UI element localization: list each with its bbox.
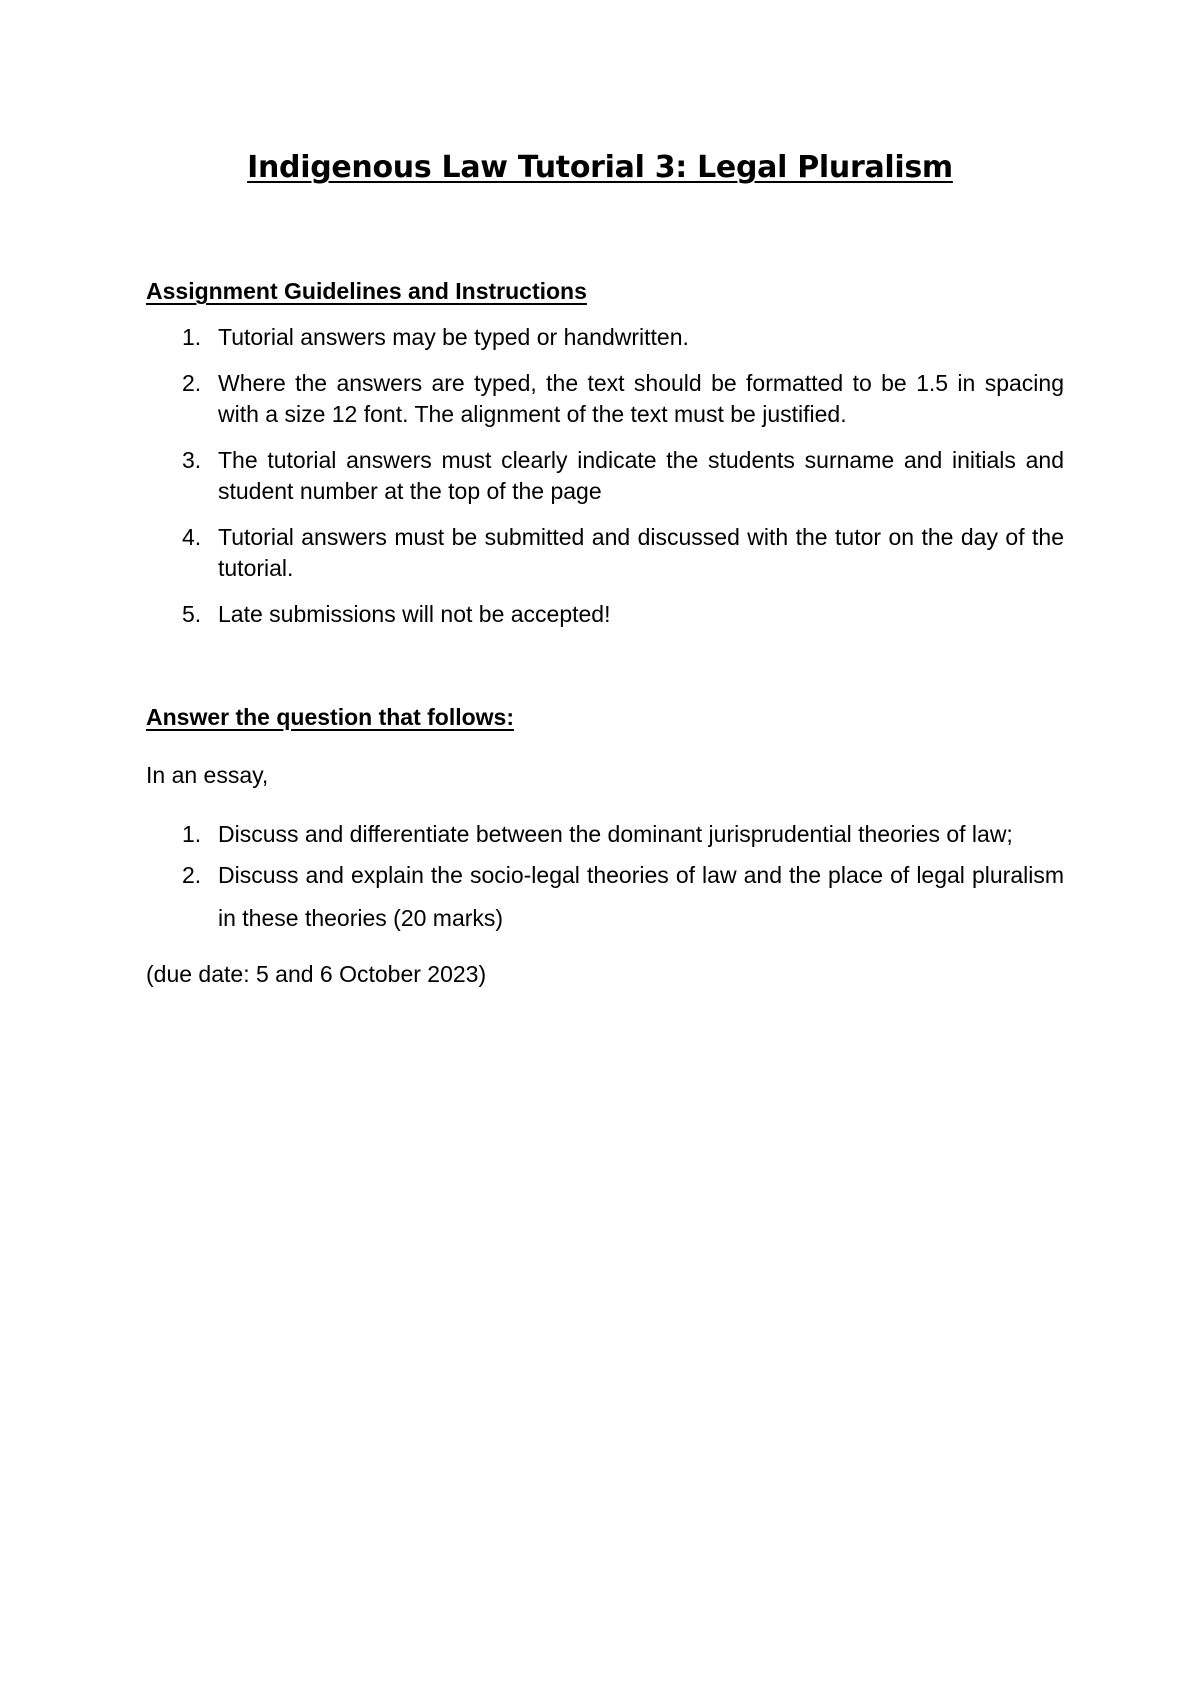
list-item-text: The tutorial answers must clearly indicate the students surname and initials and student number at the top of the page bbox=[218, 447, 1064, 504]
due-date: (due date: 5 and 6 October 2023) bbox=[146, 961, 487, 987]
list-item-number: 3. bbox=[182, 447, 202, 473]
list-item-number: 4. bbox=[182, 524, 202, 550]
list-item-text: Late submissions will not be accepted! bbox=[218, 601, 611, 627]
list-item bbox=[146, 819, 1064, 850]
list-item-text: Discuss and differentiate between the dominant jurisprudential theories of law; bbox=[218, 821, 1013, 847]
question-list bbox=[146, 819, 1064, 950]
list-item bbox=[146, 854, 1064, 940]
list-item-number: 5. bbox=[182, 601, 202, 627]
list-item bbox=[146, 445, 1064, 507]
list-item-number: 1. bbox=[182, 324, 202, 350]
list-item-number: 2. bbox=[182, 862, 202, 888]
list-item-text: Where the answers are typed, the text should be formatted to be 1.5 in spacing with a size 12 font. The alignment of the text must be justified. bbox=[218, 370, 1064, 427]
list-item-number: 2. bbox=[182, 370, 202, 396]
list-item-number: 1. bbox=[182, 821, 202, 847]
list-item bbox=[146, 368, 1064, 430]
question-heading: Answer the question that follows: bbox=[146, 704, 515, 730]
list-item bbox=[146, 522, 1064, 584]
guidelines-heading: Assignment Guidelines and Instructions bbox=[146, 278, 587, 304]
document-title: Indigenous Law Tutorial 3: Legal Pluralism bbox=[247, 150, 953, 185]
list-item bbox=[146, 322, 1064, 353]
list-item-text: Tutorial answers must be submitted and discussed with the tutor on the day of the tutorial. bbox=[218, 524, 1064, 581]
list-item-text: Discuss and explain the socio-legal theories of law and the place of legal pluralism in these theories (20 marks) bbox=[218, 862, 1064, 931]
guidelines-list bbox=[146, 322, 1064, 645]
question-intro: In an essay, bbox=[146, 762, 269, 788]
list-item bbox=[146, 599, 1064, 630]
list-item-text: Tutorial answers may be typed or handwritten. bbox=[218, 324, 689, 350]
